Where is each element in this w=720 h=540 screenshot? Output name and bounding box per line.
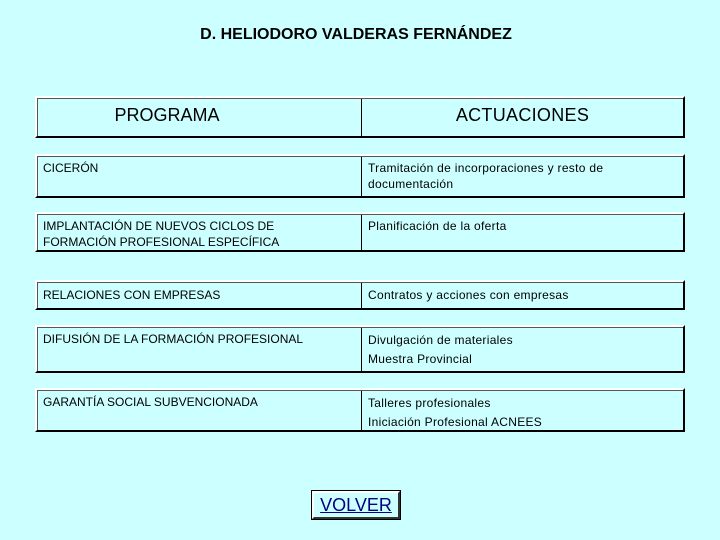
table-row [35, 154, 685, 198]
programa-cell [37, 214, 361, 250]
programa-line: RELACIONES CON EMPRESAS [43, 288, 221, 302]
programa-cell [37, 282, 361, 308]
actuaciones-cell [361, 156, 683, 196]
table-row [35, 212, 685, 252]
actuaciones-line: Planificación de la oferta [368, 219, 507, 233]
programa-line: FORMACIÓN PROFESIONAL ESPECÍFICA [43, 235, 280, 249]
actuaciones-line: Contratos y acciones con empresas [368, 288, 569, 302]
programa-line: IMPLANTACIÓN DE NUEVOS CICLOS DE [43, 219, 275, 233]
volver-button[interactable]: VOLVER [312, 491, 400, 519]
actuaciones-line: Talleres profesionales [368, 396, 491, 410]
table-header [35, 96, 685, 138]
actuaciones-line: Divulgación de materiales [368, 333, 513, 347]
actuaciones-cell [361, 327, 683, 371]
programa-line: CICERÓN [43, 161, 99, 175]
header-programa: PROGRAMA [114, 105, 220, 125]
actuaciones-cell [361, 282, 683, 308]
programa-line: DIFUSIÓN DE LA FORMACIÓN PROFESIONAL [43, 332, 304, 346]
header-actuaciones: ACTUACIONES [361, 98, 683, 136]
programa-cell [37, 327, 361, 371]
page-title: D. HELIODORO VALDERAS FERNÁNDEZ [200, 26, 512, 43]
actuaciones-cell [361, 214, 683, 250]
actuaciones-cell [361, 390, 683, 430]
programa-line: GARANTÍA SOCIAL SUBVENCIONADA [43, 395, 258, 409]
actuaciones-line: Muestra Provincial [368, 352, 473, 366]
table-row [35, 280, 685, 310]
actuaciones-line: documentación [368, 177, 454, 191]
table-row [35, 388, 685, 432]
actuaciones-line: Tramitación de incorporaciones y resto de [368, 161, 604, 175]
programa-cell [37, 390, 361, 430]
actuaciones-line: Iniciación Profesional ACNEES [368, 415, 543, 429]
programa-cell [37, 156, 361, 196]
table-row [35, 325, 685, 373]
